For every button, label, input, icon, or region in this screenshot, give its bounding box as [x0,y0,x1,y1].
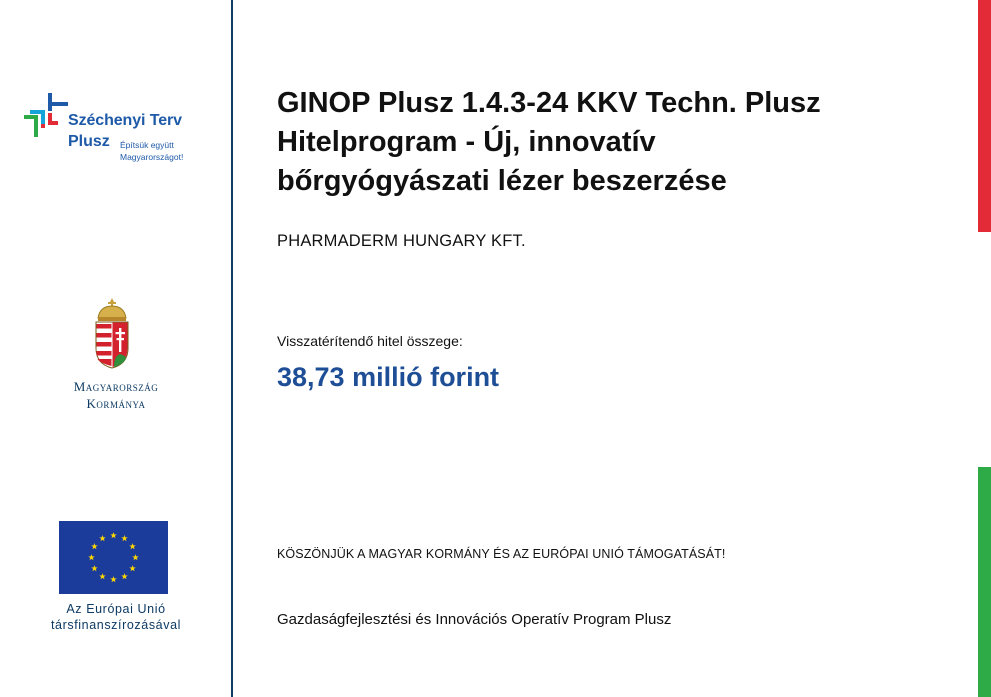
eu-flag-icon [59,521,168,594]
flag-stripe-red [978,0,991,232]
szechenyi-tagline-2: Magyarországot! [120,152,184,162]
sidebar-divider [231,0,233,697]
beneficiary-name: PHARMADERM HUNGARY KFT. [277,232,526,250]
project-title-line: Hitelprogram - Új, innovatív [277,126,656,158]
szechenyi-tagline-1: Építsük együtt [120,140,174,150]
eu-cofinance-line-2: társfinanszírozásával [50,618,181,632]
project-title-line: GINOP Plusz 1.4.3-24 KKV Techn. Plusz [277,87,821,119]
loan-amount-value: 38,73 millió forint [277,362,500,392]
szechenyi-terv-logo [24,93,214,173]
szechenyi-title: Széchenyi Terv [68,112,182,129]
thanks-statement: KÖSZÖNJÜK A MAGYAR KORMÁNY ÉS AZ EURÓPAI UNIÓ TÁMOGATÁSÁT! [277,547,726,561]
government-name-line-2: Kormánya [86,396,146,411]
project-title [277,84,967,201]
coat-of-arms-icon [92,296,132,371]
eu-cofinance-line-1: Az Európai Unió [66,602,166,616]
project-title-line: bőrgyógyászati lézer beszerzése [277,165,727,197]
government-logo [0,296,232,416]
loan-amount-label: Visszatérítendő hitel összege: [277,333,463,349]
program-name: Gazdaságfejlesztési és Innovációs Operatív Program Plusz [277,611,672,628]
szechenyi-tagline [120,139,220,163]
flag-stripe-green [978,467,991,697]
szechenyi-cross-icon [24,93,68,137]
government-name-line-1: Magyarország [73,379,159,394]
szechenyi-plus: Plusz [68,133,110,150]
logo-sidebar [0,0,232,697]
